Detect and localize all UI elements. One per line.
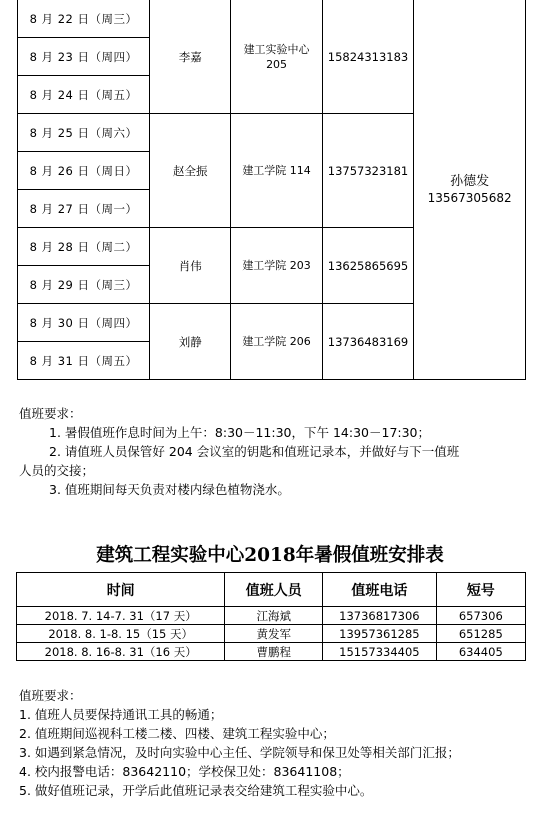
- list-item: 3. 如遇到紧急情况，及时向实验中心主任、学院领导和保卫处等相关部门汇报；: [19, 745, 460, 760]
- supervisor-phone: 13567305682: [427, 191, 512, 205]
- list-item: 人员的交接；: [19, 463, 95, 478]
- person-cell: 曹鹏程: [225, 643, 323, 661]
- list-item: 3. 值班期间每天负责对楼内绿色植物浇水。: [49, 482, 290, 497]
- column-header: 时间: [17, 573, 225, 607]
- date-cell: 8 月 26 日（周日）: [18, 152, 150, 190]
- list-item: 2. 值班期间巡视科工楼二楼、四楼、建筑工程实验中心；: [19, 726, 335, 741]
- table-row: [17, 625, 526, 643]
- column-header: 短号: [436, 573, 525, 607]
- date-cell: 8 月 25 日（周六）: [18, 114, 150, 152]
- location-cell: 建工学院 206: [231, 304, 322, 380]
- person-cell: 赵全振: [150, 114, 231, 228]
- time-cell: 2018. 8. 1-8. 15（15 天）: [17, 625, 225, 643]
- time-cell: 2018. 7. 14-7. 31（17 天）: [17, 607, 225, 625]
- phone-cell: 15824313183: [322, 0, 413, 114]
- date-cell: 8 月 30 日（周四）: [18, 304, 150, 342]
- date-cell: 8 月 31 日（周五）: [18, 342, 150, 380]
- notes-heading: 值班要求：: [19, 688, 82, 703]
- time-cell: 2018. 8. 16-8. 31（16 天）: [17, 643, 225, 661]
- phone-cell: 13736817306: [323, 607, 437, 625]
- duty-requirements-2: [19, 686, 524, 800]
- table-row: [18, 0, 526, 38]
- person-cell: 江海斌: [225, 607, 323, 625]
- duty-table-top: [17, 0, 526, 380]
- phone-cell: 15157334405: [323, 643, 437, 661]
- duty-table-bottom: [16, 572, 526, 661]
- date-cell: 8 月 27 日（周一）: [18, 190, 150, 228]
- person-cell: 刘静: [150, 304, 231, 380]
- supervisor-cell: [414, 0, 526, 380]
- list-item: 5. 做好值班记录，开学后此值班记录表交给建筑工程实验中心。: [19, 783, 373, 798]
- phone-cell: 13625865695: [322, 228, 413, 304]
- phone-cell: 13957361285: [323, 625, 437, 643]
- location-line: 建工实验中心: [243, 42, 310, 56]
- person-cell: 肖伟: [150, 228, 231, 304]
- location-cell: 建工学院 114: [231, 114, 322, 228]
- page-title: 建筑工程实验中心2018年暑假值班安排表: [96, 545, 444, 566]
- notes-heading: 值班要求：: [19, 406, 82, 421]
- location-line: 205: [266, 57, 288, 71]
- duty-requirements-1: [19, 404, 524, 499]
- phone-cell: 13757323181: [322, 114, 413, 228]
- date-cell: 8 月 23 日（周四）: [18, 38, 150, 76]
- table-row: [17, 643, 526, 661]
- column-header: 值班人员: [225, 573, 323, 607]
- list-item: 1. 暑假值班作息时间为上午：8:30－11:30，下午 14:30－17:30；: [49, 425, 431, 440]
- person-cell: 黄发军: [225, 625, 323, 643]
- short-number-cell: 634405: [436, 643, 525, 661]
- supervisor-name: 孙德发: [450, 174, 490, 189]
- column-header: 值班电话: [323, 573, 437, 607]
- location-cell: 建工学院 203: [231, 228, 322, 304]
- table-row: [17, 607, 526, 625]
- location-cell: [231, 0, 322, 114]
- date-cell: 8 月 29 日（周三）: [18, 266, 150, 304]
- short-number-cell: 651285: [436, 625, 525, 643]
- date-cell: 8 月 24 日（周五）: [18, 76, 150, 114]
- date-cell: 8 月 28 日（周二）: [18, 228, 150, 266]
- list-item: 2. 请值班人员保管好 204 会议室的钥匙和值班记录本，并做好与下一值班: [49, 444, 460, 459]
- person-cell: 李嘉: [150, 0, 231, 114]
- table-header-row: [17, 573, 526, 607]
- phone-cell: 13736483169: [322, 304, 413, 380]
- list-item: 1. 值班人员要保持通讯工具的畅通；: [19, 707, 223, 722]
- notes-list: [19, 705, 524, 800]
- date-cell: 8 月 22 日（周三）: [18, 0, 150, 38]
- short-number-cell: 657306: [436, 607, 525, 625]
- notes-list: [19, 423, 524, 499]
- list-item: 4. 校内报警电话：83642110；学校保卫处：83641108；: [19, 764, 350, 779]
